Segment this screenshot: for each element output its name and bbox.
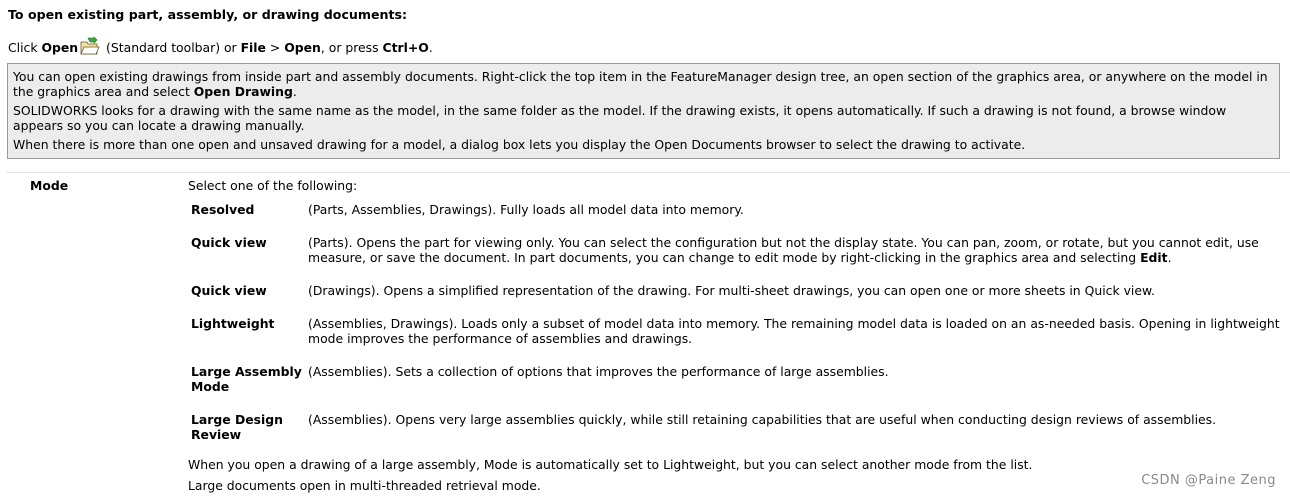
mode-intro: Select one of the following: — [188, 178, 358, 193]
section-heading: To open existing part, assembly, or drawing documents: — [8, 7, 408, 22]
note-paragraph-2: SOLIDWORKS looks for a drawing with the same name as the model, in the same folder as the model. If the drawing exists, it opens automatically. If such a drawing is not found, a browse window appears so you can locate a drawing manually. — [13, 103, 1227, 133]
option-name: Lightweight — [191, 316, 275, 331]
instruction-separator: > — [265, 40, 285, 55]
option-desc-text: (Parts). Opens the part for viewing only. You can select the configuration but not the display state. You can pan, zoom, or rotate, but you cannot edit, use measure, or save the document. In part documents, you can change to edit mode by right-clicking in the graphics area and selecting — [308, 235, 1259, 265]
option-desc: (Parts, Assemblies, Drawings). Fully loads all model data into memory. — [308, 202, 744, 217]
option-desc-edit: Edit — [1140, 250, 1168, 265]
instruction-end: . — [428, 40, 433, 55]
watermark: CSDN @Paine Zeng — [1141, 473, 1276, 488]
divider — [6, 172, 1290, 173]
option-desc: (Assemblies, Drawings). Loads only a subset of model data into memory. The remaining model data is loaded on an as-needed basis. Opening in lightweight mode improves the performance of assemblies and drawings. — [308, 316, 1280, 346]
instruction-click-text: Click — [8, 40, 42, 55]
instruction-press-text: , or press — [320, 40, 383, 55]
option-name: Quick view — [191, 283, 267, 298]
note-paragraph-1 — [13, 69, 1273, 99]
instruction-shortcut: Ctrl+O — [382, 40, 429, 55]
option-name: Large Assembly Mode — [191, 364, 302, 394]
option-desc: (Drawings). Opens a simplified representation of the drawing. For multi-sheet drawings, you can open one or more sheets in Quick view. — [308, 283, 1155, 298]
option-name: Resolved — [191, 202, 255, 217]
option-desc: (Assemblies). Opens very large assemblies quickly, while still retaining capabilities that are useful when conducting design reviews of assemblies. — [308, 412, 1217, 427]
note-p1-text: You can open existing drawings from inside part and assembly documents. Right-click the top item in the FeatureManager design tree, an open section of the graphics area, or anywhere on the model in the graphics area and select — [13, 69, 1268, 99]
mode-footer-note-1: When you open a drawing of a large assembly, Mode is automatically set to Lightweight, but you can select another mode from the list. — [188, 457, 1033, 472]
instruction-open-menu-label: Open — [284, 40, 321, 55]
instruction-open-label: Open — [41, 40, 79, 55]
open-folder-icon[interactable] — [80, 36, 100, 56]
note-paragraph-3: When there is more than one open and unsaved drawing for a model, a dialog box lets you display the Open Documents browser to select the drawing to activate. — [13, 137, 1026, 152]
option-desc — [308, 235, 1283, 265]
option-desc-end: . — [1167, 250, 1172, 265]
option-desc: (Assemblies). Sets a collection of options that improves the performance of large assemblies. — [308, 364, 889, 379]
mode-label: Mode — [30, 178, 69, 193]
instruction-toolbar-text: (Standard toolbar) or — [102, 40, 241, 55]
mode-footer-note-2: Large documents open in multi-threaded retrieval mode. — [188, 478, 541, 493]
note-p1-end: . — [292, 84, 297, 99]
option-name: Large Design Review — [191, 412, 283, 442]
option-name: Quick view — [191, 235, 267, 250]
note-box — [7, 63, 1280, 159]
note-open-drawing: Open Drawing — [193, 84, 293, 99]
instruction-file-label: File — [240, 40, 266, 55]
instruction-line — [8, 36, 433, 56]
